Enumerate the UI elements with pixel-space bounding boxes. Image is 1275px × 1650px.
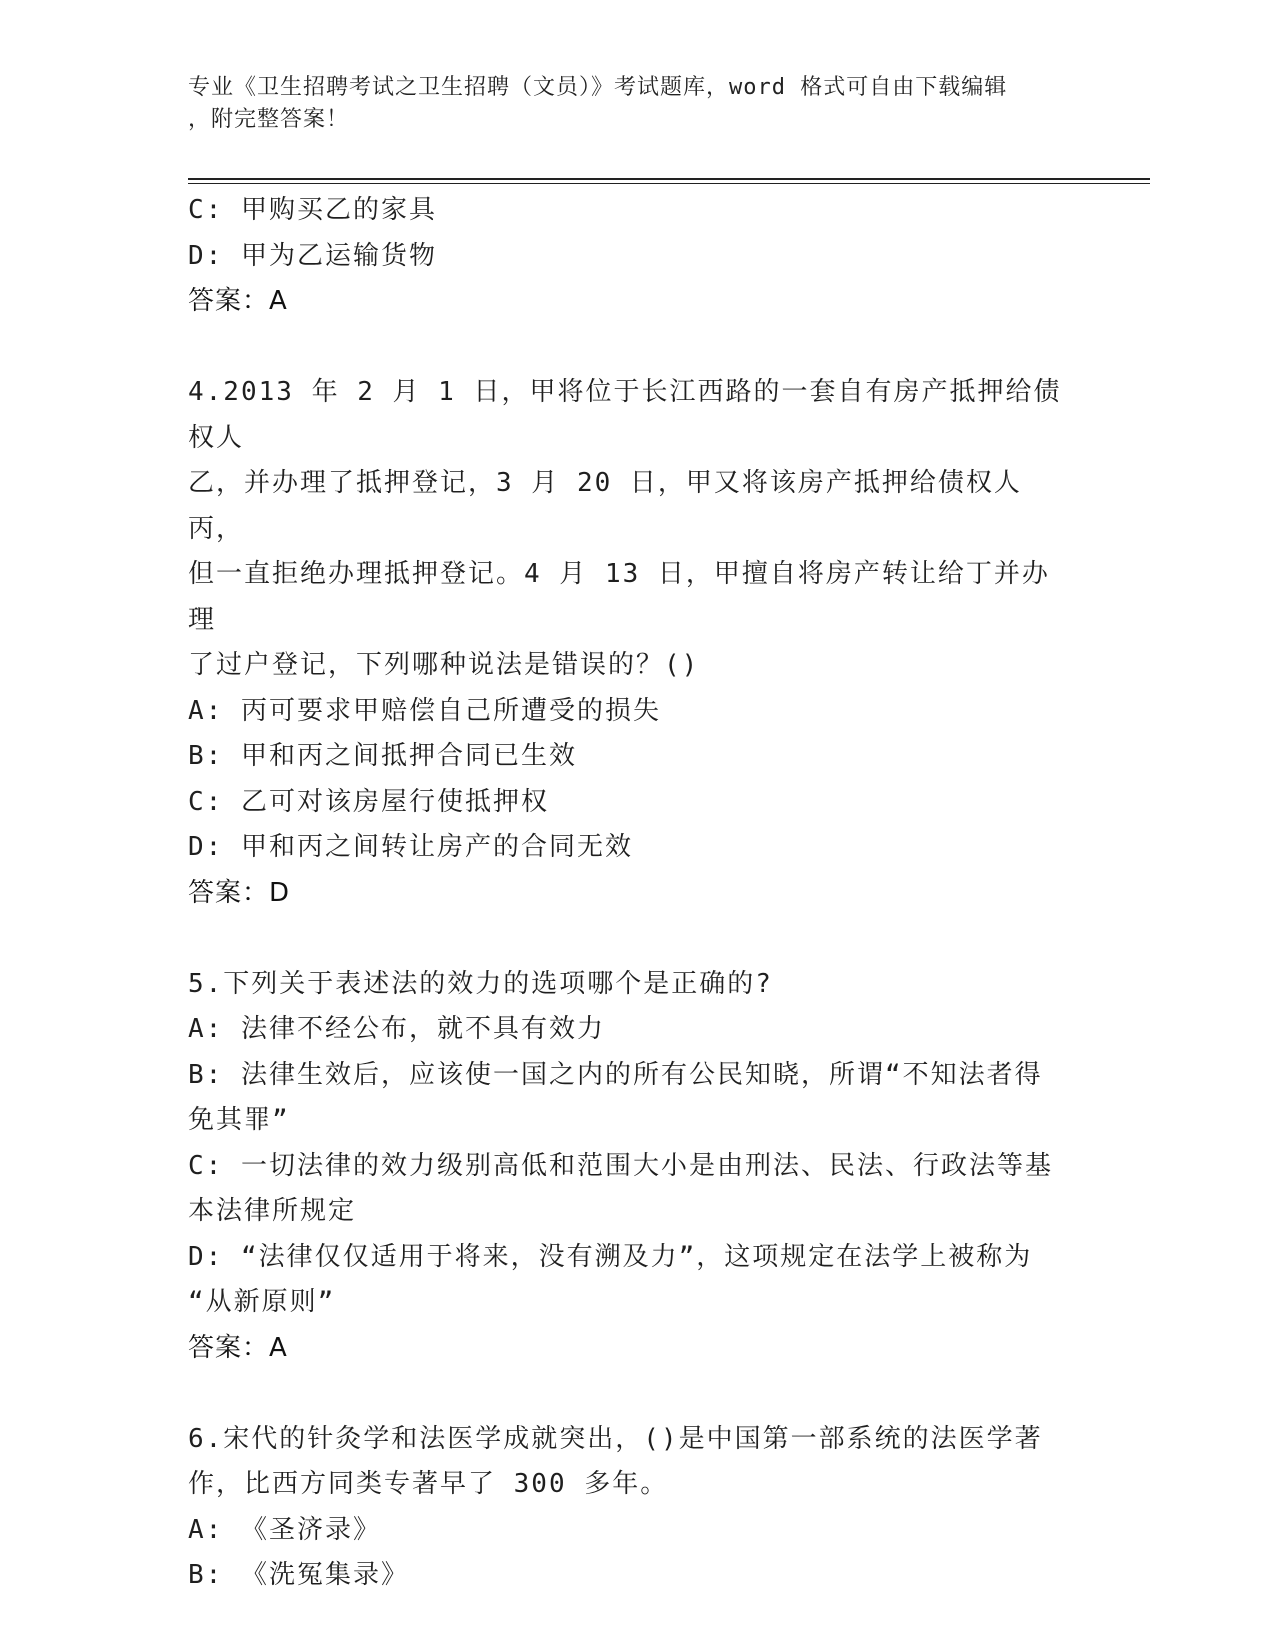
spacer: [188, 325, 1068, 371]
q5-option-b-line: B: 法律生效后，应该使一国之内的所有公民知晓，所谓“不知法者得: [188, 1059, 1043, 1090]
q4-option-d: D: 甲和丙之间转让房产的合同无效: [188, 832, 633, 862]
q4-stem-line: 了过户登记，下列哪种说法是错误的？(): [188, 650, 700, 680]
q5-option-a: A: 法律不经公布，就不具有效力: [188, 1014, 605, 1044]
spacer: [188, 1371, 1068, 1417]
q5-answer: 答案：A: [188, 1332, 288, 1363]
q5-stem: 5.下列关于表述法的效力的选项哪个是正确的?: [188, 968, 773, 999]
q5-option-c-line: 本法律所规定: [188, 1196, 357, 1226]
spacer: [188, 916, 1068, 962]
q6-option-a: A: 《圣济录》: [188, 1514, 381, 1545]
q4-answer: 答案：D: [188, 877, 291, 908]
q3-option-d: D: 甲为乙运输货物: [188, 240, 437, 271]
page-header: [188, 72, 1068, 136]
header-rule-thin: [188, 183, 1150, 184]
header-rule-thick: [188, 178, 1150, 180]
q6-stem-line: 6.宋代的针灸学和法医学成就突出，()是中国第一部系统的法医学著: [188, 1423, 1043, 1454]
q5-option-d-line: D: “法律仅仅适用于将来，没有溯及力”，这项规定在法学上被称为: [188, 1241, 1033, 1272]
q6-stem-line: 作，比西方同类专著早了 300 多年。: [188, 1469, 669, 1499]
q4-option-c: C: 乙可对该房屋行使抵押权: [188, 786, 549, 817]
q6-option-b: B: 《洗冤集录》: [188, 1560, 409, 1590]
q5-option-c-line: C: 一切法律的效力级别高低和范围大小是由刑法、民法、行政法等基: [188, 1150, 1053, 1181]
question-content: [188, 188, 1068, 1599]
q4-option-b: B: 甲和丙之间抵押合同已生效: [188, 741, 577, 771]
q3-answer: 答案：A: [188, 286, 288, 316]
q4-stem-line: 乙，并办理了抵押登记，3 月 20 日，甲又将该房产抵押给债权人丙，: [188, 468, 1022, 544]
q4-stem-line: 但一直拒绝办理抵押登记。4 月 13 日，甲擅自将房产转让给丁并办理: [188, 559, 1050, 635]
q5-option-d-line: “从新原则”: [188, 1287, 336, 1317]
q5-option-b-line: 免其罪”: [188, 1105, 290, 1135]
q4-stem-line: 4.2013 年 2 月 1 日，甲将位于长江西路的一套自有房产抵押给债权人: [188, 377, 1062, 453]
q4-option-a: A: 丙可要求甲赔偿自己所遭受的损失: [188, 695, 661, 726]
header-line-2: ，附完整答案！: [188, 107, 350, 132]
q3-option-c: C: 甲购买乙的家具: [188, 195, 437, 225]
header-line-1: 专业《卫生招聘考试之卫生招聘（文员）》考试题库，word 格式可自由下载编辑: [188, 75, 1008, 100]
